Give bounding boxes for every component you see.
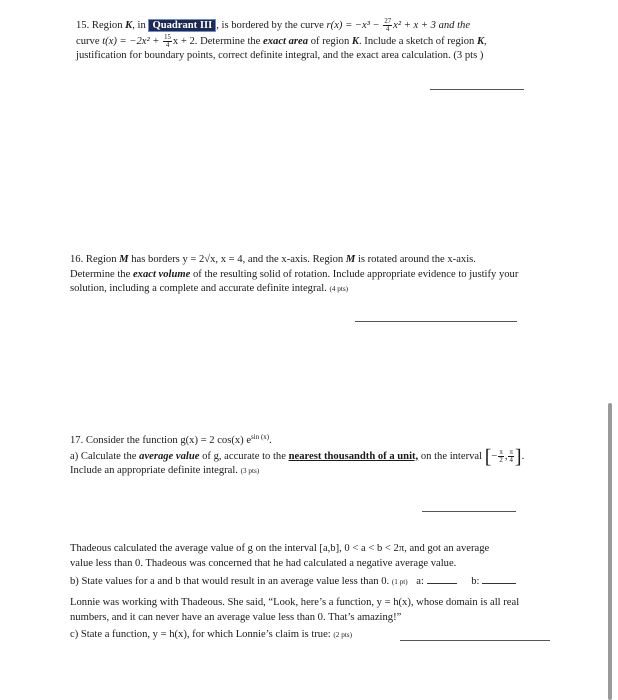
t-fraction: $\frac{15}{4}$ (164, 33, 171, 49)
q15-line-2: curve t(x) = −2x² + $\frac{15}{4}$ x + 2. Determine the exact area of region K. Include a sketch of region K, (76, 33, 487, 49)
q17-intro: 17. Consider the function g(x) = 2 cos(x) $e^{sin (x)}$. (70, 433, 272, 446)
q17-part-c: c) State a function, y = h(x), for which Lonnie’s claim is true: (2 pts) (70, 629, 352, 640)
b-answer-b[interactable] (482, 574, 516, 584)
q16-line-2: Determine the exact volume of the resulting solid of rotation. Include appropriate evidence to justify your (70, 268, 519, 280)
q15-line-1: 15. Region K, in Quadrant III , is bordered by the curve r(x) = −x³ − $\frac{27}{4}$ x² + x + 3 and the (76, 18, 471, 34)
r-fraction: $\frac{27}{4}$ (384, 18, 392, 34)
q17c-answer-line (400, 640, 550, 641)
q16-answer-line (355, 321, 517, 322)
question-15 (76, 18, 556, 64)
b-answer-a[interactable] (427, 574, 457, 584)
q16-line-3: solution, including a complete and accurate definite integral. (4 pts) (70, 283, 349, 295)
q17a-answer-line (422, 511, 516, 512)
quadrant-highlight: Quadrant III (148, 19, 216, 32)
interval: [− $\frac{\pi}{2}$ , $\frac{\pi}{4}$ ]. (484, 445, 525, 468)
question-16 (70, 253, 580, 297)
scrollbar[interactable] (608, 403, 612, 700)
q15-answer-line (430, 89, 524, 90)
q16-line-1: 16. Region M has borders y = 2√x, x = 4, and the x-axis. Region M is rotated around the x-axis. (70, 254, 476, 265)
q17-thadeous: Thadeous calculated the average value of g on the interval [a,b], 0 < a < b < 2π, and got an average value less than 0. Thadeous was concerned that he had calculated a negative average value. (70, 543, 490, 569)
q17-lonnie: Lonnie was working with Thadeous. She said, “Look, here’s a function, y = h(x), whose domain is all real numbers, and it can never have an average value less than 0. That’s amazing!” (70, 597, 520, 623)
q17-part-a: a) Calculate the average value of g, accurate to the nearest thousandth of a unit, on the interval [− $\frac{\pi}{2}$ , $\frac{\pi}{4}$ ]. (70, 445, 525, 468)
q17-part-b: b) State values for a and b that would result in an average value less than 0. (1 pt) a: b: (70, 574, 590, 590)
question-17 (70, 434, 590, 479)
q15-line-3: justification for boundary points, correct definite integral, and the exact area calculation. (3 pts ) (76, 50, 484, 62)
q17-include: Include an appropriate definite integral. (3 pts) (70, 465, 260, 477)
